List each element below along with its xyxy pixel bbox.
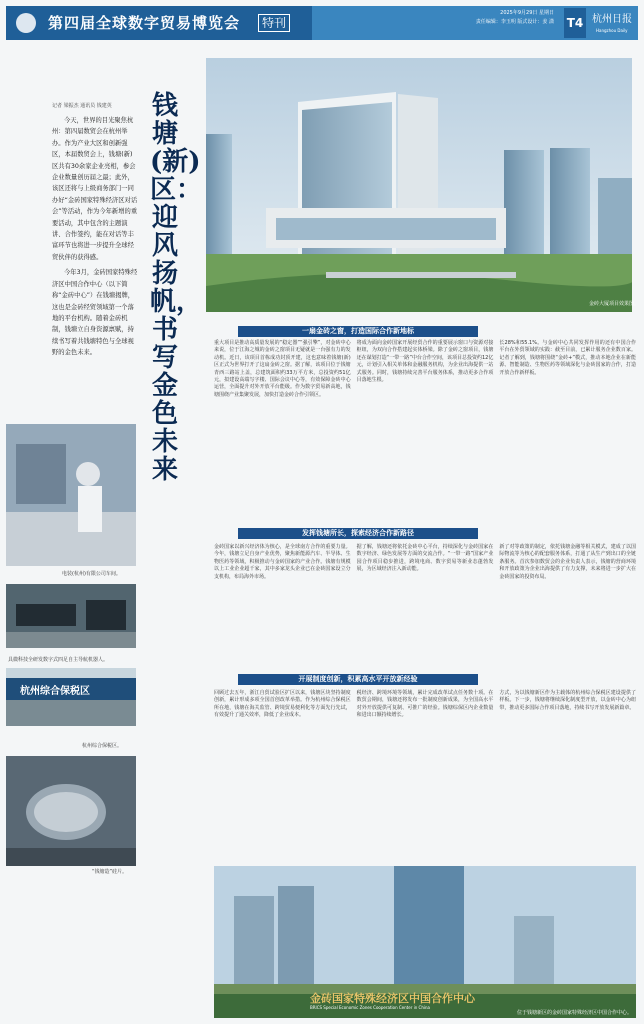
intro-text — [52, 115, 138, 359]
expo-title: 第四届全球数字贸易博览会 — [48, 14, 241, 32]
brics-center-sign: 金砖国家特殊经济区中国合作中心 — [310, 992, 475, 1005]
photo-caption: 位于钱塘新区的金砖国家特殊经济区中国合作中心。 — [516, 1010, 632, 1016]
photo-caption: 电装(杭州)有限公司车间。 — [62, 571, 121, 577]
text-column: 重大项目是推动高质量发展的“稳定器”“强引擎”，对金砖中心来说，位于江海之城的金砖之窗项目无疑就是一台强有力的发动机。近日，该项目首栋成功封顶开建，这也意味着钱塘(新)区正式为世界打开了这扇金砖之窗。据了解，该项目位于钱塘青西三路站上盖，总建筑面积约33万平方米，总投资约51亿元，拟建设高端写字楼、国际会议中心等，有效保障金砖中心运营，全面提升对外开放平台能级。作为数字贸易新高地，钱塘围绕产业集聚发展，加快打造金砖合作引领区。 — [214, 340, 351, 398]
photo-caption: 具微科技全研发数字式四足自主导航机器人。 — [8, 657, 109, 663]
hero-caption: 金砖大厦项目效果图。 — [589, 301, 640, 307]
headline: 钱塘(新)区：迎风扬帆，书写金色未来 — [150, 91, 203, 485]
photo-caption: “钱塘造”硅片。 — [92, 869, 128, 875]
text-column: 新了对等政策的制定，依托钱塘金融等相关模式，建成了以国际物流等为核心的配套服务体系，打通了从生产到出口的全链条服务。首次参加数贸会的企业负责人表示，钱塘的营商环境和开放政策为企业出海提供了有力支撑，未来将进一步扩大在金砖国家的投资布局。 — [499, 544, 637, 580]
factory-workshop-photo — [6, 424, 136, 566]
intro-paragraph: 今年3月，金砖国家特殊经济区中国合作中心（以下简称“金砖中心”）在钱塘揭牌，这也是金砖经贸领域第一个落地的平台机构。随着金砖机制，钱塘立自身资源禀赋，持续书写着共钱塘特色与全球视野的金色未来。 — [52, 269, 138, 357]
section-heading: 开展制度创新，积累高水平开放新经验 — [238, 674, 478, 685]
photo-caption: 杭州综合保税区。 — [82, 743, 123, 749]
issue-date: 2025年9月29日 星期日 — [500, 10, 554, 16]
text-column: 据了解，钱塘还将依托金砖中心平台，持续深化与金砖国家在数字经济、绿色发展等方面的交流合作。“一带一路”国家产业园合作项目稳步推进，跨境电商、数字贸易等新业态蓬勃发展，为区域经济注入新动能。 — [356, 544, 494, 573]
brics-center-sign-english: BRICS Special Economic Zones Cooperation Center in China — [310, 1005, 430, 1010]
hero-building-rendering — [206, 58, 632, 312]
expo-logo-icon — [16, 13, 36, 33]
section-heading: 发挥钱塘所长，探索经济合作新路径 — [238, 528, 478, 539]
text-column: 长28%和55.1%。与金砖中心共同发挥作用的还有中国合作平台在外贸领域的实践：截至目前，已累计服务企业数百家。记者了解到，钱塘将围绕“金砖+”模式，推动本地企业在新能源、智能制造、生物医药等领域深化与金砖国家的合作，打造开放合作新样板。 — [499, 340, 637, 376]
editor-credit: 责任编辑：李玉明 版式设计：姜 潇 — [475, 19, 554, 25]
newspaper-name: 杭州日报 — [592, 14, 632, 25]
text-column: 方式，为以钱塘新区作为主载体的杭州综合保税区建设提供了样板。下一步，钱塘将继续深化制度型开放，以金砖中心为纽带，推动更多国际合作项目落地，持续书写开放发展新篇章。 — [499, 690, 637, 711]
brics-center-photo — [214, 866, 636, 1018]
section-body — [214, 340, 636, 399]
bonded-zone-sign: 杭州综合保税区 — [20, 686, 90, 697]
bonded-zone-photo — [6, 668, 136, 726]
text-column: 金砖国家以新兴经济体为核心，是全球南方合作的重要力量。今年，钱塘立足自身产业优势，聚焦新能源汽车、半导体、生物医药等领域，积极推动与金砖国家的产业合作。钱塘有规模以上工业企业超千家，其中多家龙头企业已在金砖国家设立分支机构，布局海外市场。 — [214, 544, 351, 580]
text-column: 税经济、跨境环境等领域，累计完成改革试点任务数十项。在数贸会期间，钱塘还将发布一批制度创新成果，为全国高水平对外开放提供可复制、可推广的经验。钱塘综保区内企业数量和进出口额持续增长。 — [356, 690, 494, 719]
special-issue-badge: 特刊 — [258, 14, 290, 32]
newspaper-english-name: Hangzhou Daily — [596, 28, 628, 33]
byline: 记者 梁振杰 通讯员 钱建英 — [52, 103, 112, 109]
wafer-photo — [6, 756, 136, 866]
page-meta — [476, 9, 554, 27]
section-body — [214, 690, 636, 720]
robot-photo — [6, 584, 136, 648]
intro-paragraph: 今天，世界的目光聚焦杭州：第四届数贸会在杭州举办。作为产业大区和创新强区，本届数贸会上，钱塘(新)区共有30余家企业亮相，参会企业数量创历届之最；此外，该区还将与上级商务部门一同办好“金砖国家特殊经济区对话会”等活动，作为今年新增的重要活动，其中包含的主题演讲、合作签约，能在对话等丰富环节也将进一步提升全球经贸伙伴的获得感。 — [52, 117, 138, 261]
section-body — [214, 544, 636, 581]
text-column: 回顾过去五年，浙江自贸试验区扩区以来，钱塘区块坚持制度创新，累计形成多项全国首创改革举措。作为杭州综合保税区所在地，钱塘在海关监管、跨境贸易便利化等方面先行先试，有效提升了通关效率，降低了企业成本。 — [214, 690, 351, 719]
section-heading: 一扇金砖之窗，打造国际合作新地标 — [238, 326, 478, 337]
page-number: T4 — [564, 8, 586, 38]
text-column: 将成为面向金砖国家开展经贸合作的重要展示窗口与资源对接枢纽，为双向合作搭建起实体桥梁。除了金砖之窗项目，钱塘还在谋划打造“一带一路”中台合作空间，该项目总投资约12亿元，计划引入相关单体和金融服务机构，为企业出海提供一站式服务。同时，钱塘持续完善平台服务体系，推动更多合作项目落地生根。 — [356, 340, 494, 384]
